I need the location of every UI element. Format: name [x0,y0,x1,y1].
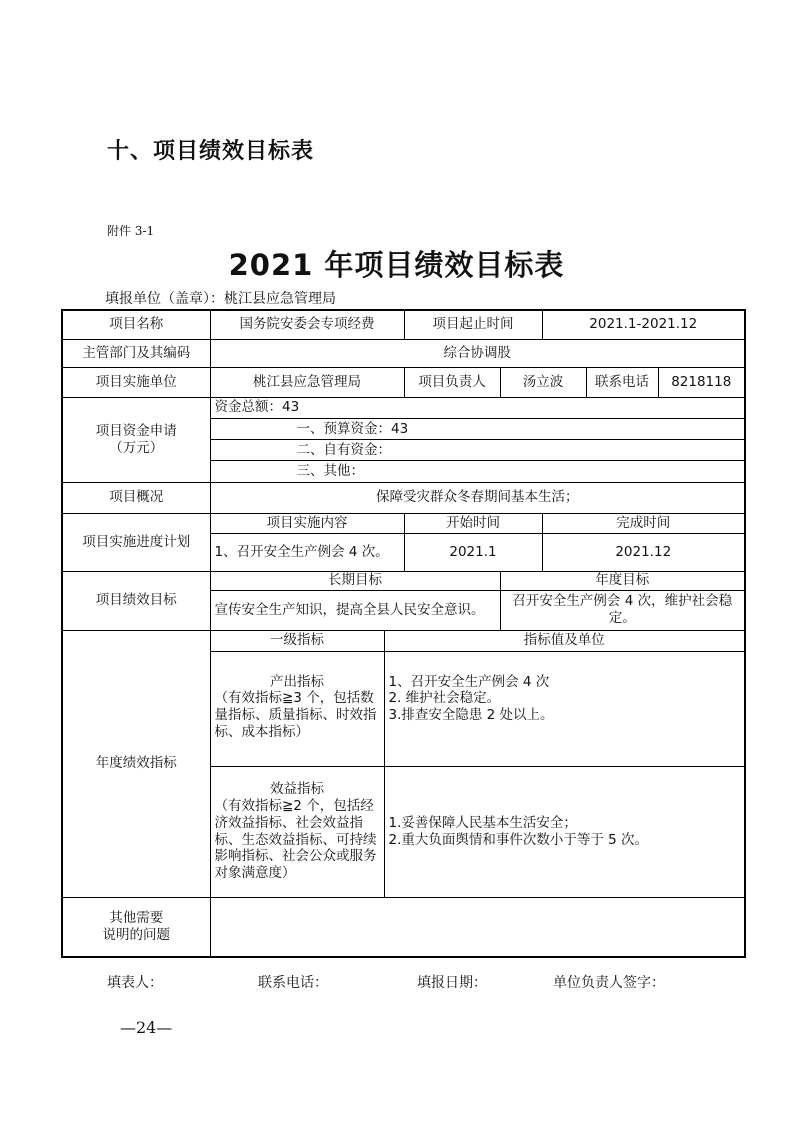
leader-value: 汤立波 [500,367,586,397]
benefit-item-2: 2.重大负面舆情和事件次数小于等于 5 次。 [388,831,649,848]
schedule-end: 2021.12 [542,533,745,571]
funds-total: 资金总额：43 [211,398,745,419]
benefit-values [384,766,745,897]
goals-label: 项目绩效目标 [62,571,210,630]
output-values [384,651,745,766]
long-term-label: 长期目标 [210,571,500,590]
leader-label: 项目负责人 [404,367,500,397]
row-goals-header [62,571,745,590]
dept-label: 主管部门及其编码 [62,339,210,367]
phone-label: 联系电话 [586,367,658,397]
schedule-col-end: 完成时间 [542,513,745,533]
row-overview [62,482,745,513]
schedule-start: 2021.1 [404,533,542,571]
filler-unit: 填报单位（盖章）：桃江县应急管理局 [105,291,336,307]
project-name-label: 项目名称 [62,310,210,339]
output-title: 产出指标 [270,673,324,690]
attachment-label: 附件 3-1 [107,224,155,238]
funds-other: 三、其他： [211,461,745,482]
footer-filler: 填表人： [107,975,163,991]
other-label: 其他需要 说明的问题 [62,897,210,957]
output-indicator [210,651,384,766]
dept-value: 综合协调股 [210,339,745,367]
page-number: —24— [120,1018,173,1037]
project-period-value: 2021.1-2021.12 [542,310,745,339]
row-unit [62,367,745,397]
row-schedule-header [62,513,745,533]
overview-value: 保障受灾群众冬春期间基本生活； [210,482,745,513]
funds-label: 项目资金申请 （万元） [62,397,210,482]
project-period-label: 项目起止时间 [404,310,542,339]
schedule-content: 1、召开安全生产例会 4 次。 [210,533,404,571]
funds-self: 二、自有资金： [211,440,745,461]
indicators-label: 年度绩效指标 [62,630,210,897]
schedule-col-content: 项目实施内容 [210,513,404,533]
row-project-name [62,310,745,339]
schedule-label: 项目实施进度计划 [62,513,210,571]
footer-signature: 单位负责人签字： [553,975,665,991]
overview-label: 项目概况 [62,482,210,513]
benefit-desc: （有效指标≧2 个，包括经济效益指标、社会效益指标、生态效益指标、可持续影响指标、社会公众或服务对象满意度） [214,797,377,882]
funds-breakdown [211,398,745,482]
phone-value: 8218118 [658,367,745,397]
row-indicators-header [62,630,745,651]
footer-phone: 联系电话： [258,975,328,991]
row-department [62,339,745,367]
annual-value: 召开安全生产例会 4 次，维护社会稳定。 [500,590,745,630]
unit-label: 项目实施单位 [62,367,210,397]
output-item-1: 1、召开安全生产例会 4 次 [388,673,550,690]
output-item-3: 3.排查安全隐患 2 处以上。 [388,707,554,724]
footer-date: 填报日期： [417,975,487,991]
benefit-title: 效益指标 [270,780,324,797]
indicators-col-value: 指标值及单位 [384,630,745,651]
schedule-col-start: 开始时间 [404,513,542,533]
performance-table [61,309,746,958]
output-desc: （有效指标≧3 个，包括数量指标、质量指标、时效指标、成本指标） [214,690,377,741]
long-term-value: 宣传安全生产知识，提高全县人民安全意识。 [210,590,500,630]
section-title: 十、项目绩效目标表 [107,139,315,164]
project-name-value: 国务院安委会专项经费 [210,310,404,339]
indicators-col-level1: 一级指标 [210,630,384,651]
page-title: 2021 年项目绩效目标表 [228,248,565,282]
other-value [210,897,745,957]
benefit-indicator [210,766,384,897]
row-funds [62,397,745,482]
funds-budget: 一、预算资金：43 [211,419,745,440]
benefit-item-1: 1.妥善保障人民基本生活安全； [388,814,577,831]
output-item-2: 2. 维护社会稳定。 [388,690,501,707]
annual-label: 年度目标 [500,571,745,590]
row-other [62,897,745,957]
unit-value: 桃江县应急管理局 [210,367,404,397]
